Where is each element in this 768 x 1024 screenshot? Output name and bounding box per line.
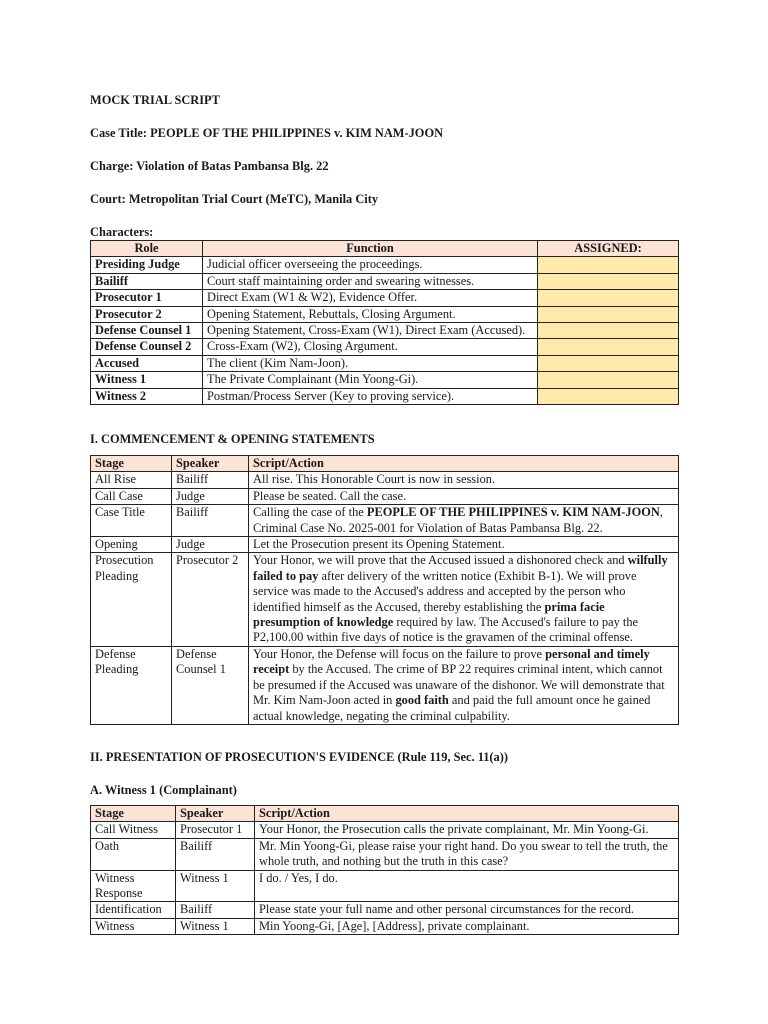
characters-table [90,240,679,405]
speaker-cell: Witness 1 [176,918,255,934]
speaker-cell: Judge [172,488,249,504]
commencement-table-body [91,472,679,725]
script-cell [249,472,679,488]
column-header: Speaker [172,456,249,472]
bold-text: wilfully failed to pay [253,553,668,583]
script-cell [255,902,679,918]
speaker-cell: Judge [172,537,249,553]
assigned-cell [538,290,679,306]
script-cell [249,505,679,537]
speaker-cell: Bailiff [172,472,249,488]
script-cell [249,488,679,504]
function-cell: Opening Statement, Rebuttals, Closing Argument. [203,306,538,322]
table-row [91,553,679,646]
table-row [91,822,679,838]
table-row [91,388,679,404]
speaker-cell: Witness 1 [176,870,255,902]
script-cell [255,838,679,870]
function-cell: The client (Kim Nam-Joon). [203,355,538,371]
column-header: Speaker [176,806,255,822]
speaker-cell: Prosecutor 2 [172,553,249,646]
function-cell: Postman/Process Server (Key to proving service). [203,388,538,404]
table-row [91,646,679,724]
column-header: Script/Action [255,806,679,822]
assigned-cell [538,273,679,289]
table-row [91,323,679,339]
table-row [91,290,679,306]
table-row [91,372,679,388]
stage-cell: Call Case [91,488,172,504]
assigned-cell [538,323,679,339]
bold-text: good faith [395,693,449,708]
table-row [91,257,679,273]
script-cell [255,918,679,934]
column-header: Stage [91,806,176,822]
role-cell: Bailiff [91,273,203,289]
script-text: Mr. Min Yoong-Gi, please raise your right hand. Do you swear to tell the truth, the whole truth, and nothing but the truth in this case? [259,838,668,869]
role-cell: Prosecutor 1 [91,290,203,306]
speaker-cell: Bailiff [176,838,255,870]
assigned-cell [538,306,679,322]
script-cell [255,870,679,902]
speaker-cell: Defense Counsel 1 [172,646,249,724]
column-header: Script/Action [249,456,679,472]
commencement-header-row [91,456,679,472]
script-cell [249,646,679,724]
script-text: Your Honor, the Defense will focus on the failure to prove [253,646,546,661]
table-row [91,838,679,870]
script-text: Please state your full name and other personal circumstances for the record. [259,902,635,917]
script-text: Please be seated. Call the case. [253,488,407,503]
table-row [91,488,679,504]
stage-cell: Case Title [91,505,172,537]
script-text: , Criminal Case No. 2025-001 for Violation of Batas Pambansa Blg. 22. [253,505,663,535]
characters-label: Characters: [90,225,154,239]
table-row [91,339,679,355]
characters-header-row [91,241,679,257]
table-row [91,505,679,537]
column-header: Function [203,241,538,257]
stage-cell: Defense Pleading [91,646,172,724]
script-cell [249,537,679,553]
script-text: Min Yoong-Gi, [Age], [Address], private complainant. [259,918,530,933]
stage-cell: Opening [91,537,172,553]
table-row [91,355,679,371]
charge-line: Charge: Violation of Batas Pambansa Blg. 22 [90,159,329,173]
assigned-cell [538,257,679,273]
script-text: Your Honor, the Prosecution calls the private complainant, Mr. Min Yoong-Gi. [259,822,649,837]
stage-cell: Prosecution Pleading [91,553,172,646]
role-cell: Witness 1 [91,372,203,388]
script-cell [255,822,679,838]
table-row [91,870,679,902]
function-cell: Direct Exam (W1 & W2), Evidence Offer. [203,290,538,306]
witness-1-table [90,805,679,935]
script-text: required by law. The Accused's failure to pay the P2,100.00 within five days of notice is the gravamen of the criminal offense. [253,615,639,645]
role-cell: Defense Counsel 2 [91,339,203,355]
script-text: by the Accused. The crime of BP 22 requires criminal intent, which cannot be presumed if the Accused was unaware of the dishonor. We will demonstrate that Mr. Kim Nam-Joon acted in [253,662,665,708]
speaker-cell: Bailiff [172,505,249,537]
function-cell: Court staff maintaining order and swearing witnesses. [203,273,538,289]
assigned-cell [538,388,679,404]
script-text: Let the Prosecution present its Opening Statement. [253,537,505,552]
table-row [91,537,679,553]
bold-text: prima facie presumption of knowledge [253,599,605,630]
stage-cell: Witness [91,918,176,934]
script-text: Your Honor, we will prove that the Accused issued a dishonored check and [253,553,628,568]
role-cell: Presiding Judge [91,257,203,273]
column-header: ASSIGNED: [538,241,679,257]
script-text: Calling the case of the [253,505,367,520]
stage-cell: Call Witness [91,822,176,838]
script-cell [249,553,679,646]
court-line: Court: Metropolitan Trial Court (MeTC), Manila City [90,192,379,206]
stage-cell: All Rise [91,472,172,488]
role-cell: Accused [91,355,203,371]
script-text: I do. / Yes, I do. [259,870,338,885]
function-cell: Opening Statement, Cross-Exam (W1), Direct Exam (Accused). [203,323,538,339]
role-cell: Defense Counsel 1 [91,323,203,339]
table-row [91,306,679,322]
assigned-cell [538,372,679,388]
document-title: MOCK TRIAL SCRIPT [90,93,220,107]
speaker-cell: Bailiff [176,902,255,918]
bold-text: personal and timely receipt [253,646,650,677]
commencement-table [90,455,679,725]
role-cell: Witness 2 [91,388,203,404]
script-text: All rise. This Honorable Court is now in session. [253,472,496,487]
column-header: Stage [91,456,172,472]
witness-1-table-body [91,822,679,935]
case-title: Case Title: PEOPLE OF THE PHILIPPINES v. KIM NAM-JOON [90,126,444,140]
section-heading-1: I. COMMENCEMENT & OPENING STATEMENTS [90,432,375,446]
assigned-cell [538,355,679,371]
section-heading-2: II. PRESENTATION OF PROSECUTION'S EVIDENCE (Rule 119, Sec. 11(a)) [90,750,508,764]
function-cell: Cross-Exam (W2), Closing Argument. [203,339,538,355]
speaker-cell: Prosecutor 1 [176,822,255,838]
stage-cell: Witness Response [91,870,176,902]
table-row [91,472,679,488]
characters-table-body [91,257,679,405]
witness-1-header-row [91,806,679,822]
script-text: after delivery of the written notice (Exhibit B-1). We will prove service was made to the Accused's address and accepted by the person who identified himself as the Accused, thereby establishing the [253,568,637,614]
table-row [91,918,679,934]
script-text: and paid the full amount once he gained actual knowledge, negating the criminal culpability. [253,693,651,723]
role-cell: Prosecutor 2 [91,306,203,322]
assigned-cell [538,339,679,355]
stage-cell: Oath [91,838,176,870]
bold-text: PEOPLE OF THE PHILIPPINES v. KIM NAM-JOON [366,505,660,520]
function-cell: Judicial officer overseeing the proceedings. [203,257,538,273]
subsection-heading-witness-1: A. Witness 1 (Complainant) [90,783,237,797]
table-row [91,902,679,918]
column-header: Role [91,241,203,257]
stage-cell: Identification [91,902,176,918]
table-row [91,273,679,289]
function-cell: The Private Complainant (Min Yoong-Gi). [203,372,538,388]
